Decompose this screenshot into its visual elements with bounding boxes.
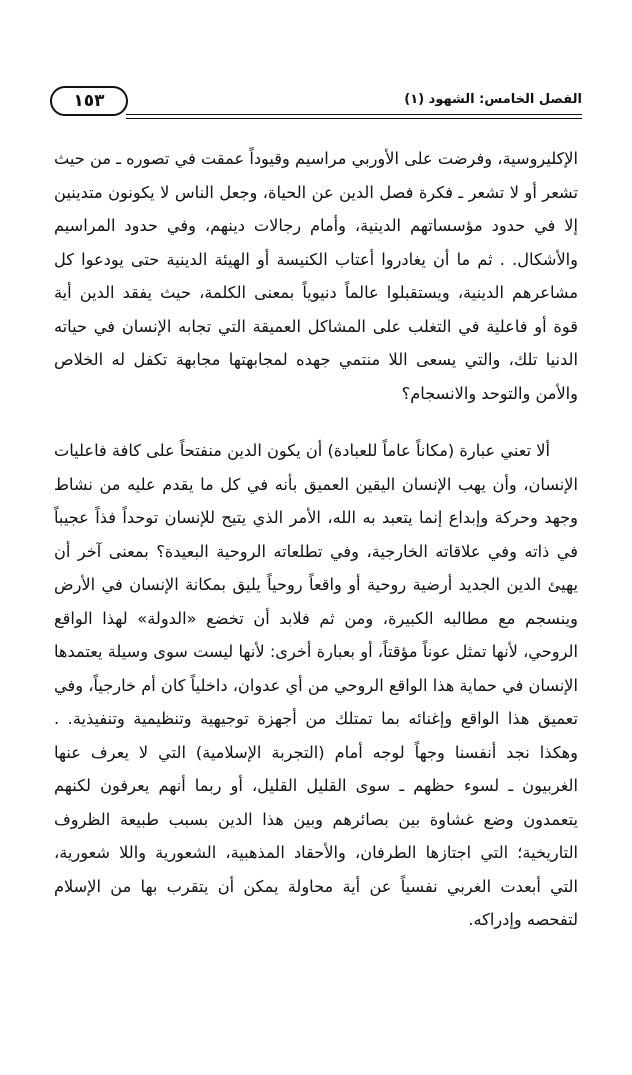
header-rule-double (126, 118, 582, 119)
header-rule (126, 114, 582, 115)
page-body (54, 142, 578, 937)
page-number: ١٥٣ (73, 91, 105, 111)
chapter-title: الفصل الخامس: الشهود (١) (404, 92, 582, 107)
page-number-frame (50, 86, 128, 116)
page-header (50, 86, 582, 120)
paragraph-continuation: الإكليروسية، وفرضت على الأوربي مراسيم وقيوداً عمقت في تصوره ـ من حيث تشعر أو لا تشعر ـ فكرة فصل الدين عن الحياة، وجعل الناس لا يكونون متدينين إلا في حدود مؤسساتهم الدينية، وأمام رجالات دينهم، وفي حدود المراسيم والأشكال. . ثم ما أن يغادروا أعتاب الكنيسة أو الهيئة الدينية حتى يودعوا كل مشاعرهم الدينية، ويستقبلوا عالماً دنيوياً بمعنى الكلمة، حيث يفقد الدين أية قوة أو فاعلية في التغلب على المشاكل العميقة التي تجابه الإنسان في حياته الدنيا تلك، والتي يسعى اللا منتمي جهده لمجابهتها مجابهة تكفل له الخلاص والأمن والتوحد والانسجام؟ (54, 149, 578, 403)
paragraph: ألا تعني عبارة (مكاناً عاماً للعبادة) أن يكون الدين منفتحاً على كافة فاعليات الإنسان، وأن يهب الإنسان اليقين العميق بأنه في كل ما يقدم عليه من نشاط وجهد وحركة وإبداع إنما يتعبد به الله، الأمر الذي يتيح للإنسان توحداً فذاً عجيباً في ذاته وفي علاقاته الخارجية، وفي تطلعاته الروحية البعيدة؟ بمعنى آخر أن يهيئ الدين الجديد أرضية روحية أو واقعاً روحياً يليق بمكانة الإنسان في الأرض وينسجم مع مطالبه الكبيرة، ومن ثم فلابد أن تخضع «الدولة» لهذا الواقع الروحي، لأنها تمثل عوناً مؤقتاً، أو بعبارة أخرى: لأنها ليست سوى وسيلة يعتمدها الإنسان في حماية هذا الواقع الروحي من أي عدوان، داخلياً كان أم خارجياً، وفي تعميق هذا الواقع وإغنائه بما تمتلك من أجهزة توجيهية وتنظيمية وتنفيذية. . وهكذا نجد أنفسنا وجهاً لوجه أمام (التجربة الإسلامية) التي لا يعرف عنها الغربيون ـ لسوء حظهم ـ سوى القليل القليل، أو ربما أنهم يعرفون لكنهم يتعمدون وضع غشاوة بين بصائرهم وبين هذا الدين بسبب طبيعة الظروف التاريخية؛ التي اجتازها الطرفان، والأحقاد المذهبية، الشعورية واللا شعورية، التي أبعدت الغربي نفسياً عن أية محاولة يمكن أن يتقرب بها من الإسلام لتفحصه وإدراكه. (54, 441, 578, 929)
